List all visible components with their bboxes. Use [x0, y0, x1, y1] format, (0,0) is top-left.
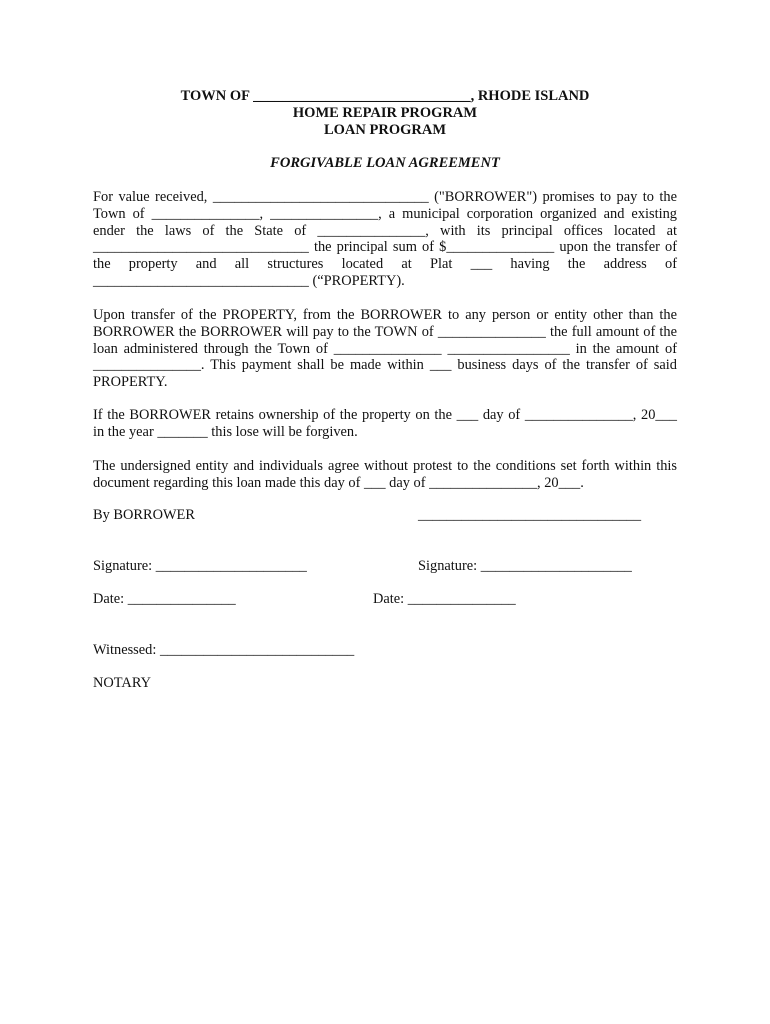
signature-right-field: Signature: _____________________	[418, 558, 632, 574]
paragraph-agreement: The undersigned entity and individuals agree without protest to the conditions set forth within this document regarding this loan made this day of ___ day of _______________, 20___.	[93, 458, 677, 491]
date-right-field: Date: _______________	[373, 591, 516, 607]
by-borrower-label: By BORROWER	[93, 507, 195, 523]
header-town-line: TOWN OF ______________________________, RHODE ISLAND	[180, 88, 590, 104]
paragraph-transfer: Upon transfer of the PROPERTY, from the BORROWER to any person or entity other than the BORROWER the BORROWER will pay to the TOWN of _______________ the full amount of the loan administered through the Town of _______________ _________________ in the amount of _______________. This payment shall be made within ___ business days of the transfer of said PROPERTY.	[93, 307, 677, 391]
date-left-field: Date: _______________	[93, 591, 236, 607]
notary-label: NOTARY	[93, 675, 152, 691]
witnessed-field: Witnessed: ___________________________	[93, 642, 355, 658]
paragraph-forgiveness: If the BORROWER retains ownership of the property on the ___ day of _______________, 20___ in the year _______ this lose will be forgiven.	[93, 407, 677, 440]
by-borrower-signature-line: _______________________________	[418, 507, 642, 523]
document-title: FORGIVABLE LOAN AGREEMENT	[270, 155, 500, 171]
signature-left-field: Signature: _____________________	[93, 558, 307, 574]
paragraph-value-received: For value received, ______________________________ ("BORROWER") promises to pay to the Town of _______________, _______________, a municipal corporation organized and existing ender the laws of the State of _______________, with its principal offices located at ______________________________ the principal sum of $_______________ upon the transfer of the property and all structures located at Plat ___ having the address of ______________________________ (“PROPERTY).	[93, 189, 677, 289]
header-program-line: HOME REPAIR PROGRAM	[292, 105, 478, 121]
header-loan-program-line: LOAN PROGRAM	[323, 122, 447, 138]
